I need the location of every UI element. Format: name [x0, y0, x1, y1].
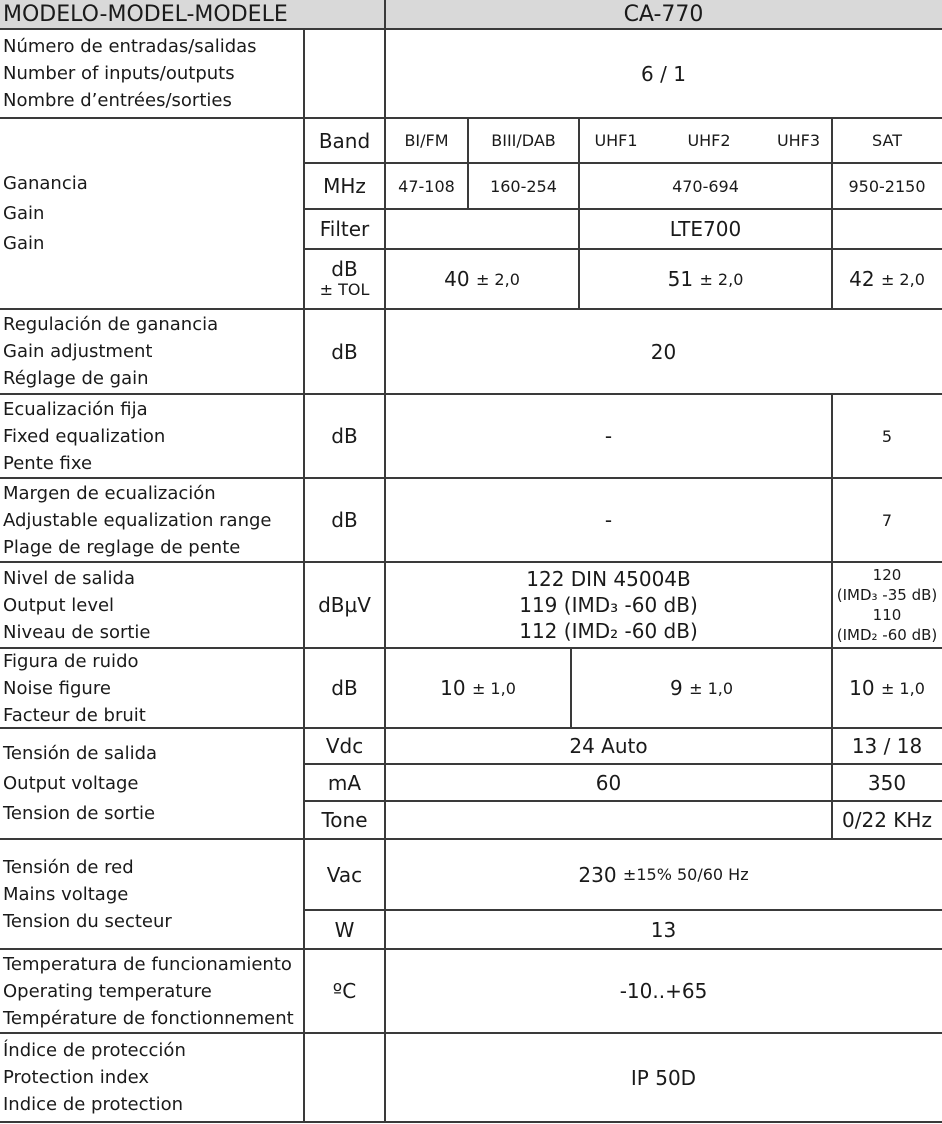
- gain-label-es: Ganancia: [3, 172, 88, 194]
- output-level-values: [385, 562, 832, 648]
- grid-line: [0, 1032, 942, 1034]
- fixed-eq-label: [0, 394, 304, 478]
- ma-value: 60: [595, 770, 622, 795]
- noise-label-fr: Facteur de bruit: [3, 704, 146, 726]
- gain-uhf: [579, 249, 832, 309]
- gain-sat: [832, 249, 942, 309]
- protection-label-es: Índice de protección: [3, 1040, 186, 1061]
- output-level-unit: dBµV: [318, 593, 371, 617]
- gain-label: [0, 118, 304, 309]
- grid-line: [0, 948, 942, 950]
- inputs-label: [0, 29, 304, 118]
- filter-uhf: LTE700: [669, 217, 742, 241]
- eq-range-label-en: Adjustable equalization range: [3, 509, 272, 531]
- gain-label-fr: Gain: [3, 232, 45, 254]
- noise-uhf: [571, 648, 832, 728]
- gain-adjust-label: [0, 309, 304, 394]
- w-unit: W: [334, 917, 355, 942]
- grid-line: [384, 0, 386, 1122]
- noise-uhf-value: 9: [669, 676, 683, 700]
- band-unit: Band: [318, 128, 371, 153]
- band-uhf2: UHF2: [687, 131, 731, 150]
- grid-line: [304, 208, 942, 210]
- gain-uhf-tol: ± 2,0: [699, 269, 744, 289]
- model-value: CA-770: [385, 0, 942, 29]
- grid-line: [831, 118, 833, 309]
- temperature-value: -10..+65: [619, 979, 708, 1003]
- noise-vhf-value: 10: [440, 676, 466, 700]
- inputs-label-fr: Nombre d’entrées/sorties: [3, 90, 232, 111]
- eq-range-sat: 7: [881, 510, 893, 530]
- grid-line: [467, 118, 469, 209]
- tone-sat: 0/22 KHz: [842, 808, 932, 832]
- inputs-label-en: Number of inputs/outputs: [3, 63, 235, 84]
- output-level-sat: [832, 562, 942, 648]
- model-label: MODELO-MODEL-MODELE: [0, 0, 385, 29]
- noise-sat: [832, 648, 942, 728]
- protection-label-en: Protection index: [3, 1067, 150, 1088]
- grid-line: [0, 477, 942, 479]
- mains-label-en: Mains voltage: [3, 883, 129, 905]
- output-level-label-en: Output level: [3, 594, 115, 616]
- vac-unit: Vac: [326, 862, 363, 887]
- output-voltage-label-fr: Tension de sortie: [3, 802, 156, 824]
- gain-vhf-tol: ± 2,0: [475, 269, 520, 289]
- grid-line: [0, 1121, 942, 1123]
- grid-line: [578, 118, 580, 309]
- fixed-eq-label-fr: Pente fixe: [3, 452, 93, 474]
- protection-value: IP 50D: [630, 1065, 697, 1090]
- grid-line: [304, 909, 942, 911]
- inputs-label-es: Número de entradas/salidas: [3, 36, 257, 57]
- grid-line: [0, 117, 942, 119]
- output-level-sat-2: (IMD₃ -35 dB): [836, 586, 938, 604]
- mhz-uhf: 470-694: [672, 176, 739, 196]
- output-voltage-label-es: Tensión de salida: [3, 742, 158, 764]
- vdc-sat: 13 / 18: [851, 734, 923, 758]
- mhz-sat: 950-2150: [848, 176, 926, 196]
- gain-adjust-unit: dB: [331, 339, 358, 364]
- grid-line: [304, 763, 942, 765]
- protection-label-fr: Indice de protection: [3, 1094, 184, 1115]
- band-sat: SAT: [872, 131, 902, 150]
- gain-vhf-value: 40: [444, 267, 470, 291]
- inputs-value: 6 / 1: [641, 61, 686, 86]
- gain-vhf: [385, 249, 579, 309]
- output-level-din: 122 DIN 45004B: [526, 567, 691, 591]
- fixed-eq-label-es: Ecualización fija: [3, 398, 148, 420]
- ma-sat: 350: [867, 770, 907, 795]
- gain-db-unit-sub: ± TOL: [319, 280, 370, 299]
- noise-sat-tol: ± 1,0: [880, 678, 925, 698]
- gain-adjust-value: 20: [650, 339, 677, 364]
- gain-sat-tol: ± 2,0: [880, 269, 925, 289]
- fixed-eq-unit: dB: [331, 424, 358, 448]
- grid-line: [304, 248, 942, 250]
- fixed-eq-value: -: [604, 424, 613, 448]
- band-biii-dab: BIII/DAB: [491, 131, 556, 150]
- noise-sat-value: 10: [849, 676, 875, 700]
- ma-unit: mA: [327, 770, 362, 795]
- output-voltage-label: [0, 728, 304, 839]
- grid-line: [0, 28, 942, 30]
- gain-db-unit-main: dB: [331, 257, 358, 281]
- output-level-label-es: Nivel de salida: [3, 567, 136, 589]
- eq-range-label-es: Margen de ecualización: [3, 482, 216, 504]
- fixed-eq-sat: 5: [881, 426, 893, 446]
- grid-line: [0, 561, 942, 563]
- vdc-value: 24 Auto: [569, 734, 648, 758]
- temperature-label-es: Temperatura de funcionamiento: [3, 953, 292, 975]
- vac-value: [385, 839, 942, 910]
- mains-label-fr: Tension du secteur: [3, 910, 172, 932]
- grid-line: [304, 162, 942, 164]
- tone-unit: Tone: [321, 808, 368, 832]
- noise-label-en: Noise figure: [3, 677, 111, 699]
- output-level-sat-1: 120: [872, 566, 902, 584]
- grid-line: [0, 647, 942, 649]
- gain-label-en: Gain: [3, 202, 45, 224]
- gain-db-unit: [304, 249, 385, 309]
- grid-line: [0, 393, 942, 395]
- eq-range-label: [0, 478, 304, 562]
- gain-sat-value: 42: [849, 267, 875, 291]
- grid-line: [303, 29, 305, 1122]
- noise-vhf: [385, 648, 571, 728]
- output-level-label-fr: Niveau de sortie: [3, 621, 151, 643]
- noise-vhf-tol: ± 1,0: [471, 678, 516, 698]
- eq-range-value: -: [604, 508, 613, 532]
- band-uhf1: UHF1: [594, 131, 638, 150]
- mains-label-es: Tensión de red: [3, 856, 134, 878]
- output-voltage-label-en: Output voltage: [3, 772, 139, 794]
- noise-unit: dB: [331, 676, 358, 700]
- mhz-biii-dab: 160-254: [490, 176, 557, 196]
- protection-label: [0, 1033, 304, 1122]
- vdc-unit: Vdc: [325, 734, 364, 758]
- band-uhf3: UHF3: [776, 131, 821, 150]
- mhz-unit: MHz: [323, 174, 366, 198]
- grid-line: [570, 648, 572, 728]
- eq-range-label-fr: Plage de reglage de pente: [3, 536, 241, 558]
- grid-line: [304, 800, 942, 802]
- temperature-label: [0, 949, 304, 1033]
- gain-uhf-value: 51: [667, 267, 694, 291]
- filter-unit: Filter: [319, 217, 370, 241]
- temperature-label-en: Operating temperature: [3, 980, 212, 1002]
- vac-value-main: 230: [578, 862, 617, 887]
- w-value: 13: [650, 917, 677, 942]
- grid-line: [0, 727, 942, 729]
- vac-value-small: ±15% 50/60 Hz: [622, 865, 749, 884]
- mhz-bi-fm: 47-108: [398, 176, 455, 196]
- band-bi-fm: BI/FM: [404, 131, 449, 150]
- eq-range-unit: dB: [331, 508, 358, 532]
- temperature-label-fr: Température de fonctionnement: [3, 1007, 294, 1029]
- grid-line: [0, 838, 942, 840]
- gain-adjust-label-fr: Réglage de gain: [3, 368, 149, 389]
- noise-label-es: Figura de ruido: [3, 650, 139, 672]
- grid-line: [831, 394, 833, 839]
- fixed-eq-label-en: Fixed equalization: [3, 425, 166, 447]
- output-level-sat-4: (IMD₂ -60 dB): [836, 626, 938, 644]
- output-level-label: [0, 562, 304, 648]
- output-level-imd3: 119 (IMD₃ -60 dB): [519, 593, 698, 617]
- grid-line: [0, 308, 942, 310]
- noise-uhf-tol: ± 1,0: [689, 678, 734, 698]
- mains-label: [0, 839, 304, 949]
- output-level-imd2: 112 (IMD₂ -60 dB): [519, 619, 698, 643]
- gain-adjust-label-en: Gain adjustment: [3, 341, 153, 362]
- output-level-sat-3: 110: [872, 606, 902, 624]
- noise-label: [0, 648, 304, 728]
- gain-adjust-label-es: Regulación de ganancia: [3, 314, 219, 335]
- temperature-unit: ºC: [332, 979, 357, 1003]
